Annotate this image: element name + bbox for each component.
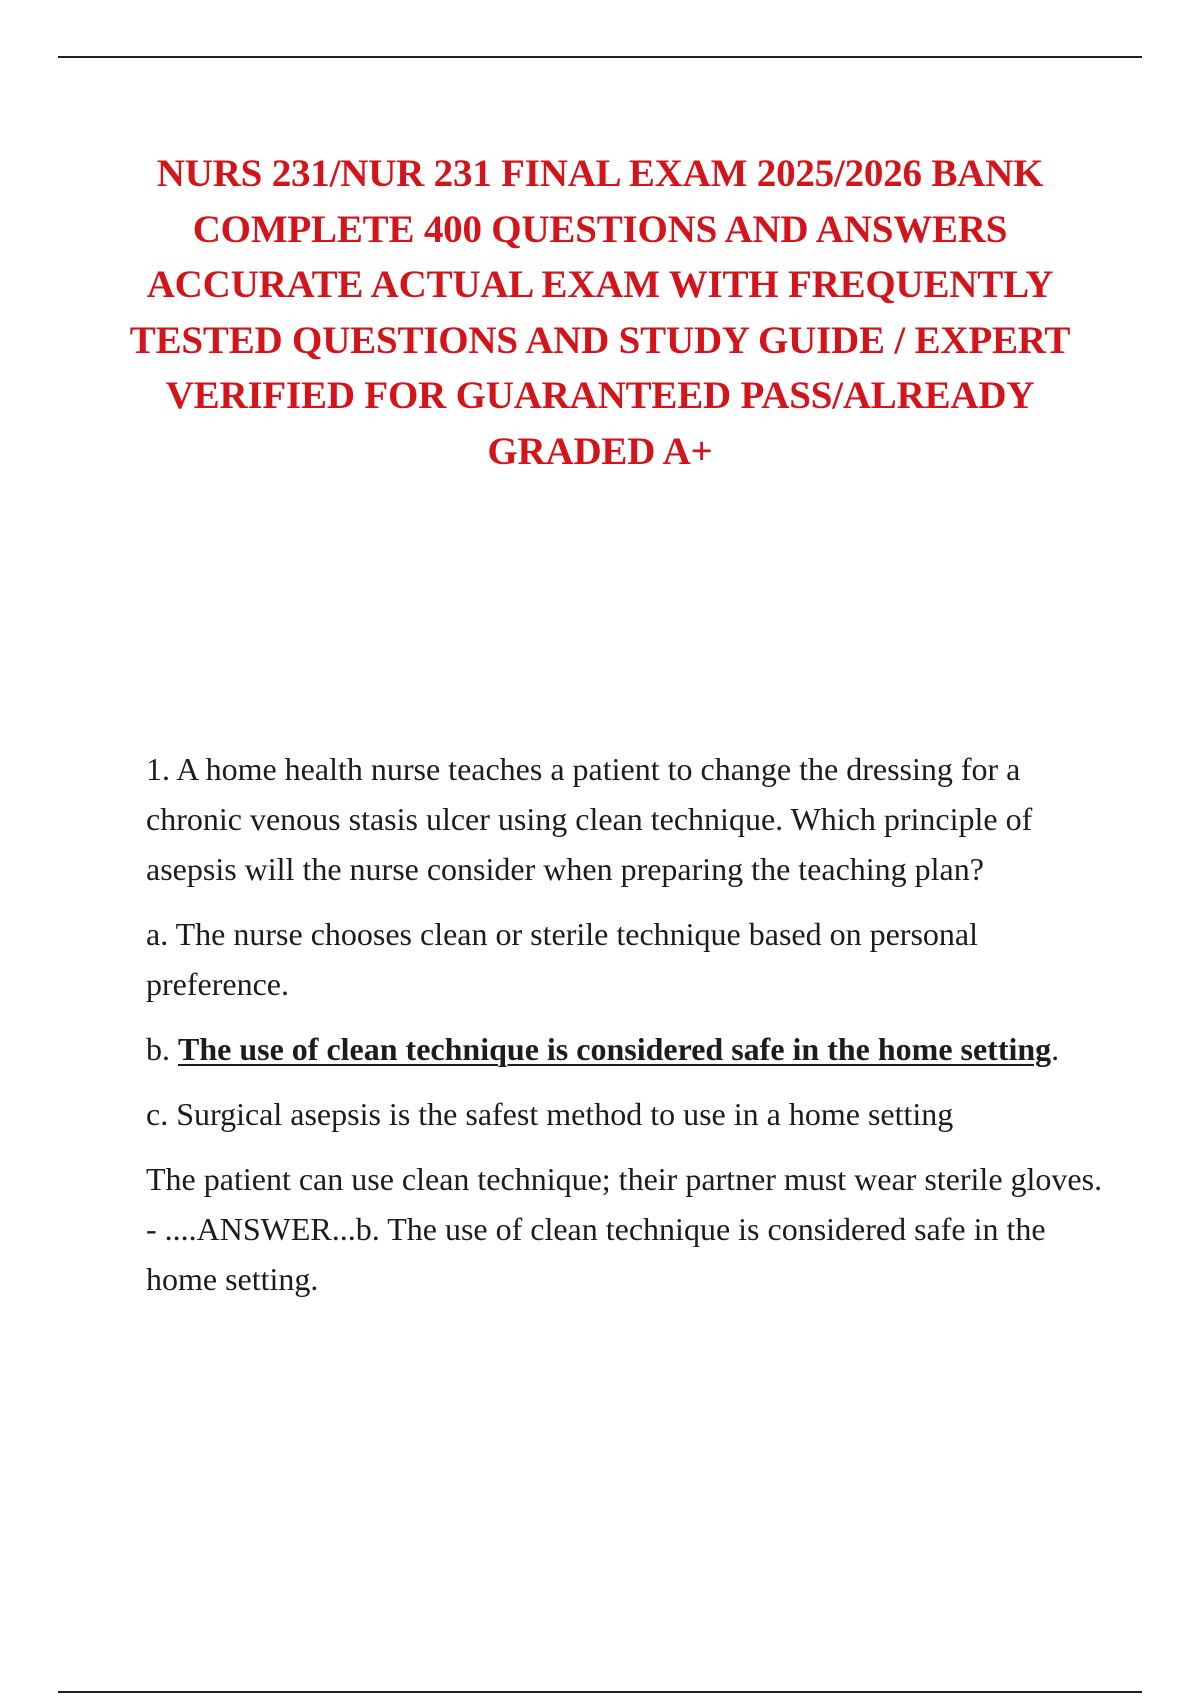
option-c: c. Surgical asepsis is the safest method to use in a home setting — [146, 1096, 954, 1132]
option-b-correct-text: The use of clean technique is considered safe in the home setting — [178, 1031, 1052, 1067]
option-d-and-answer: The patient can use clean technique; their partner must wear sterile gloves. - ....ANSWER...b. The use of clean technique is considered safe in the home setting. — [146, 1161, 1103, 1297]
question-block — [146, 744, 1106, 1304]
top-divider — [58, 56, 1142, 58]
option-b-period: . — [1051, 1031, 1060, 1067]
option-b — [146, 1024, 1106, 1074]
bottom-divider — [58, 1691, 1142, 1693]
document-title: NURS 231/NUR 231 FINAL EXAM 2025/2026 BANK COMPLETE 400 QUESTIONS AND ANSWERS ACCURATE ACTUAL EXAM WITH FREQUENTLY TESTED QUESTIONS AND STUDY GUIDE / EXPERT VERIFIED FOR GUARANTEED PASS/ALREADY GRADED A+ — [129, 152, 1071, 473]
option-b-letter: b. — [146, 1031, 178, 1067]
option-a: a. The nurse chooses clean or sterile technique based on personal preference. — [146, 916, 978, 1002]
question-stem: 1. A home health nurse teaches a patient to change the dressing for a chronic venous stasis ulcer using clean technique. Which principle of asepsis will the nurse consider when preparing the teaching plan? — [146, 751, 1033, 887]
